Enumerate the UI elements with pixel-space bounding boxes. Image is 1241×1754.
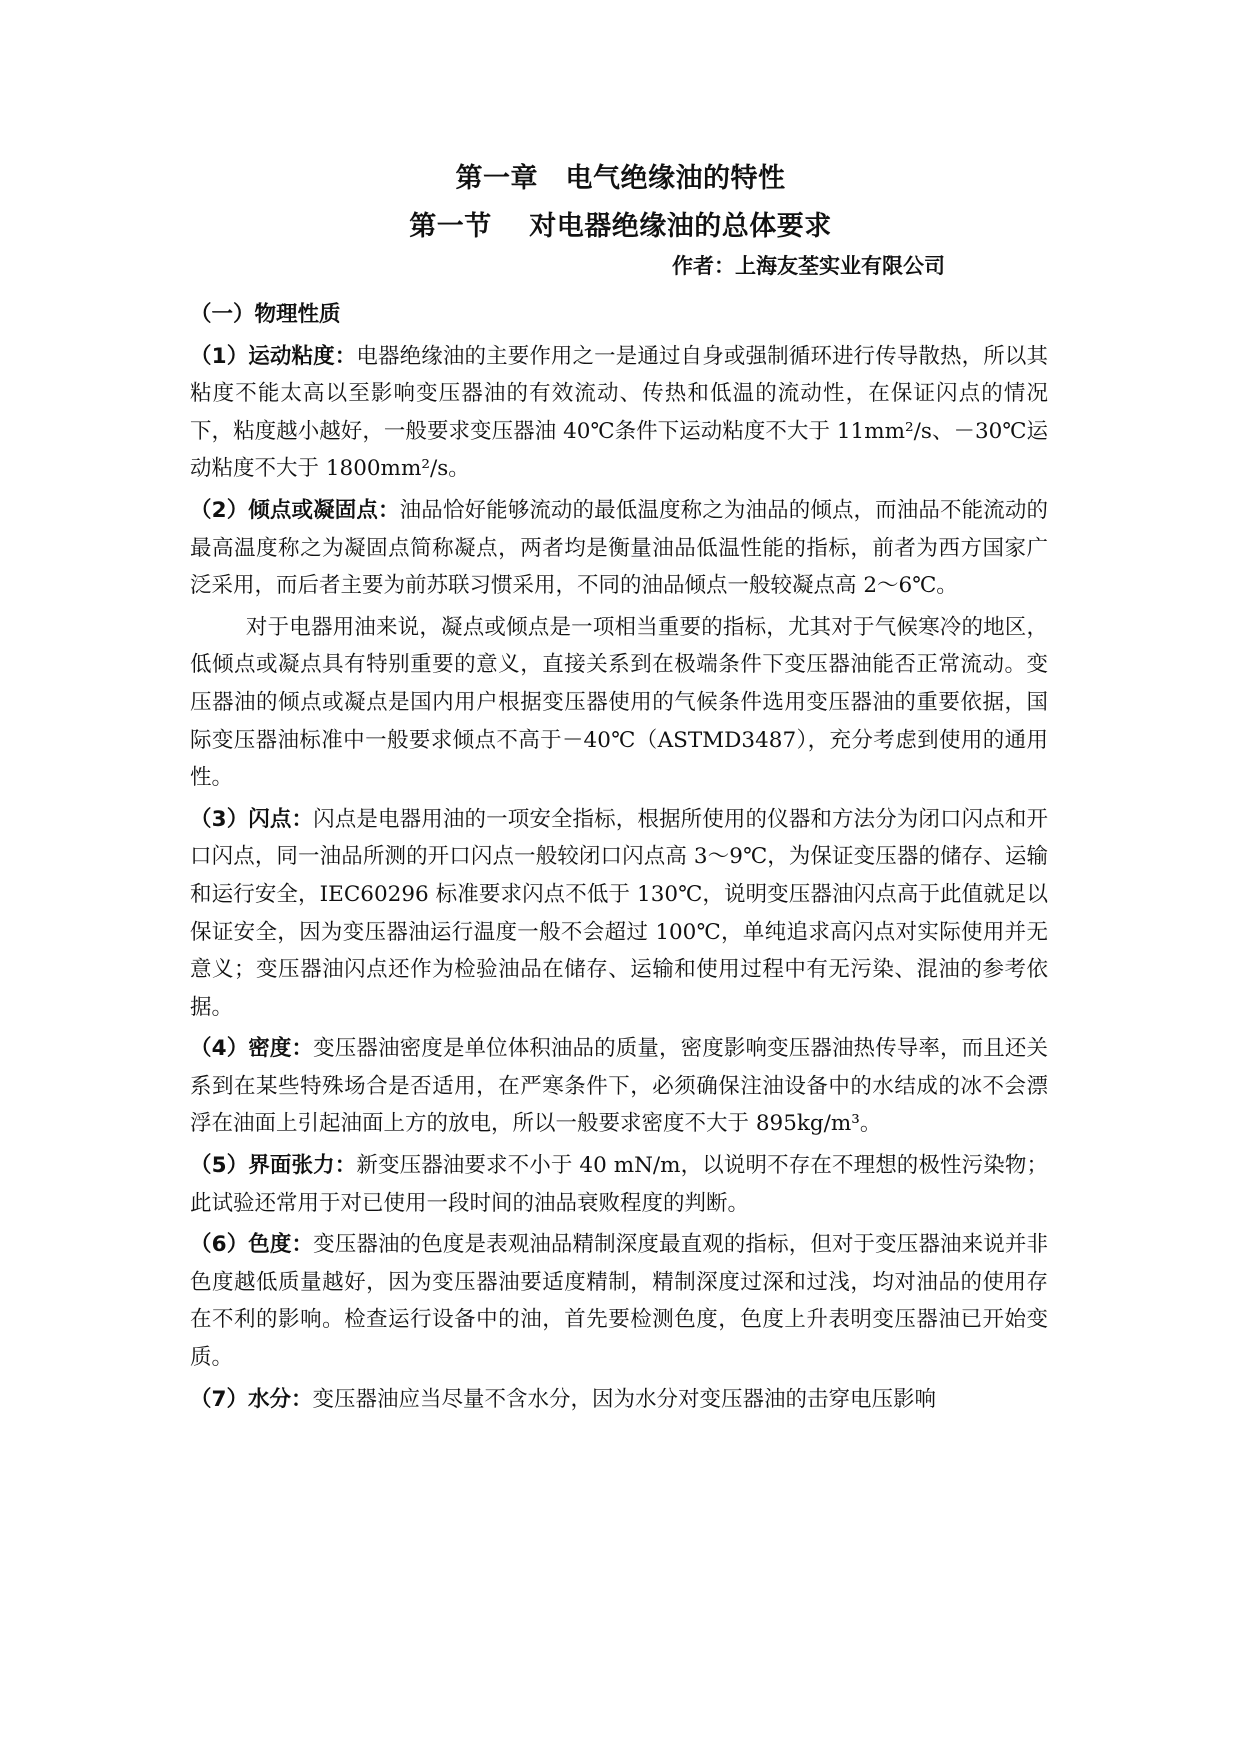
paragraph-text: 变压器油应当尽量不含水分，因为水分对变压器油的击穿电压影响 — [312, 1386, 936, 1412]
paragraph-label: （5）界面张力： — [190, 1153, 357, 1179]
paragraph-pour-point-detail — [190, 609, 1048, 797]
subsection-heading: （一）物理性质 — [190, 302, 341, 327]
paragraph-text: 变压器油的色度是表观油品精制深度最直观的指标，但对于变压器油来说并非色度越低质量越好，因为变压器油要适度精制，精制深度过深和过浅，均对油品的使用存在不利的影响。检查运行设备中的油，首先要检测色度，色度上升表明变压器油已开始变质。 — [190, 1232, 1048, 1371]
paragraph-label: （3）闪点： — [190, 806, 314, 832]
section-title: 第一节 对电器绝缘油的总体要求 — [409, 211, 832, 242]
paragraph-pour-point — [190, 492, 1048, 605]
paragraph-label: （4）密度： — [190, 1036, 314, 1062]
chapter-title: 第一章 电气绝缘油的特性 — [455, 163, 786, 194]
paragraph-kinematic-viscosity — [190, 338, 1048, 488]
paragraph-text: 变压器油密度是单位体积油品的质量，密度影响变压器油热传导率，而且还关系到在某些特殊场合是否适用，在严寒条件下，必须确保注油设备中的水结成的冰不会漂浮在油面上引起油面上方的放电，所以一般要求密度不大于 895kg/m³。 — [190, 1036, 1048, 1137]
paragraph-label: （7）水分： — [190, 1386, 313, 1412]
paragraph-label: （6）色度： — [190, 1232, 314, 1258]
paragraph-text: 油品恰好能够流动的最低温度称之为油品的倾点，而油品不能流动的最高温度称之为凝固点简称凝点，两者均是衡量油品低温性能的指标，前者为西方国家广泛采用，而后者主要为前苏联习惯采用，不同的油品倾点一般较凝点高 2～6℃。 — [190, 497, 1048, 599]
paragraph-color — [190, 1226, 1048, 1376]
paragraph-flash-point — [190, 801, 1048, 1027]
paragraph-density — [190, 1030, 1048, 1143]
paragraph-interfacial-tension — [190, 1147, 1048, 1222]
paragraph-text: 对于电器用油来说，凝点或倾点是一项相当重要的指标，尤其对于气候寒冷的地区，低倾点或凝点具有特别重要的意义，直接关系到在极端条件下变压器油能否正常流动。变压器油的倾点或凝点是国内用户根据变压器使用的气候条件选用变压器油的重要依据，国际变压器油标准中一般要求倾点不高于－40℃（ASTMD3487），充分考虑到使用的通用性。 — [190, 614, 1048, 791]
paragraph-text: 闪点是电器用油的一项安全指标，根据所使用的仪器和方法分为闭口闪点和开口闪点，同一油品所测的开口闪点一般较闭口闪点高 3～9℃，为保证变压器的储存、运输和运行安全，IEC60296 标准要求闪点不低于 130℃，说明变压器油闪点高于此值就足以保证安全，因为变压器油运行温度一般不会超过 100℃，单纯追求高闪点对实际使用并无意义；变压器油闪点还作为检验油品在储存、运输和使用过程中有无污染、混油的参考依据。 — [190, 806, 1048, 1020]
paragraph-moisture — [190, 1381, 1048, 1419]
paragraph-label: （1）运动粘度： — [190, 343, 357, 369]
paragraph-text: 新变压器油要求不小于 40 mN/m，以说明不存在不理想的极性污染物；此试验还常用于对已使用一段时间的油品衰败程度的判断。 — [190, 1153, 1048, 1216]
paragraph-label: （2）倾点或凝固点： — [190, 497, 400, 523]
paragraph-text: 电器绝缘油的主要作用之一是通过自身或强制循环进行传导散热，所以其粘度不能太高以至影响变压器油的有效流动、传热和低温的流动性，在保证闪点的情况下，粘度越小越好，一般要求变压器油 40℃条件下运动粘度不大于 11mm²/s、－30℃运动粘度不大于 1800mm²/s。 — [190, 343, 1048, 482]
document-body — [190, 296, 1048, 1418]
author-line: 作者：上海友荃实业有限公司 — [672, 254, 945, 278]
